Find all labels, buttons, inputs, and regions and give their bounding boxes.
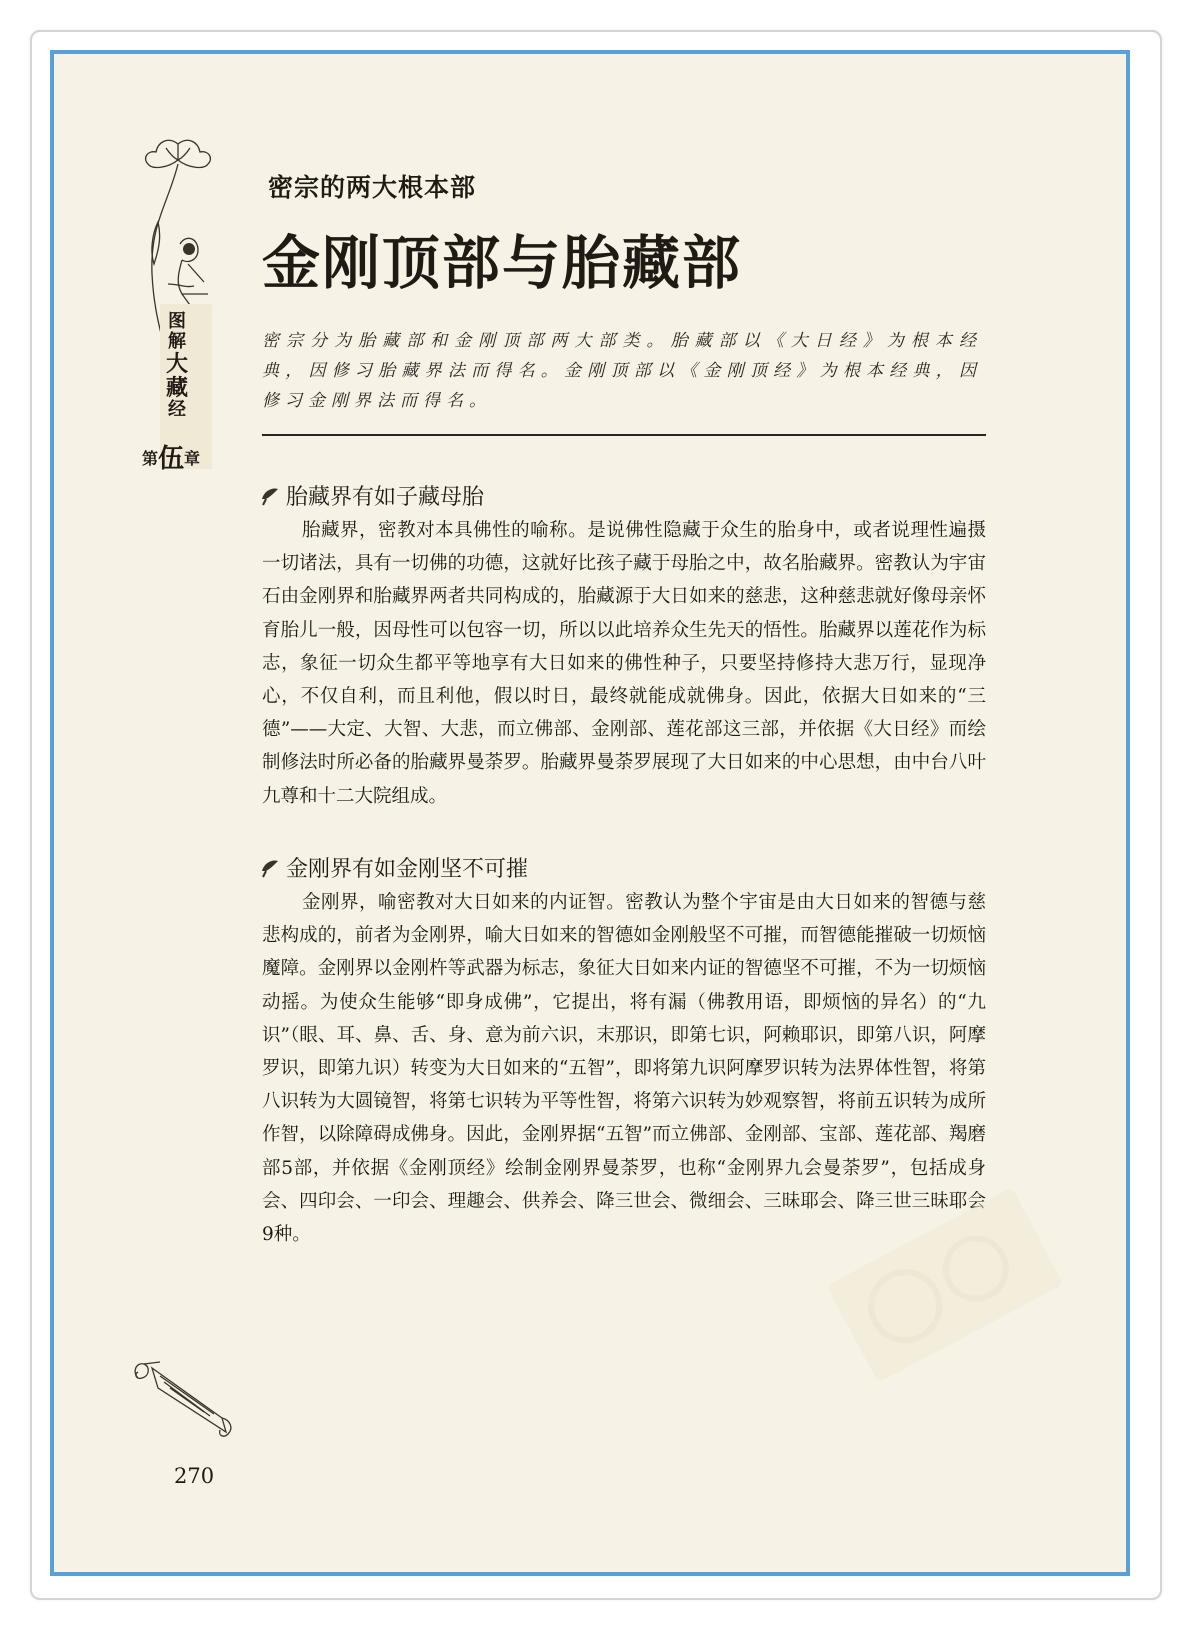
book-char: 藏 [165,375,188,401]
chapter-suffix: 章 [184,449,201,468]
page-number: 270 [174,1464,215,1488]
section-heading [258,480,484,511]
section-brush-icon [258,485,280,507]
chapter-label [142,438,200,475]
page-subtitle: 密宗的两大根本部 [268,173,477,202]
book-char: 经 [168,399,186,420]
section-heading-text: 胎藏界有如子藏母胎 [286,485,485,510]
section-body: 金刚界，喻密教对大日如来的内证智。密教认为整个宇宙是由大日如来的智德与慈悲构成的，前者为金刚界，喻大日如来的智德如金刚般坚不可摧，而智德能摧破一切烦恼魔障。金刚界以金刚杵等武器为标志，象征大日如来内证的智德坚不可摧，不为一切烦恼动摇。为使众生能够“即身成佛”，它提出，将有漏（佛教用语，即烦恼的异名）的“九识”（眼、耳、鼻、舌、身、意为前六识，末那识，即第七识，阿赖耶识，即第八识，阿摩罗识，即第九识）转变为大日如来的“五智”，即将第九识阿摩罗识转为法界体性智，将第八识转为大圆镜智，将第七识转为平等性智，将第六识转为妙观察智，将前五识转为成所作智，以除障碍成佛身。因此，金刚界据“五智”而立佛部、金刚部、宝部、莲花部、羯磨部5部，并依据《金刚顶经》绘制金刚界曼荼罗，也称“金刚界九会曼荼罗”，包括成身会、四印会、一印会、理趣会、供养会、降三世会、微细会、三昧耶会、降三世三昧耶会9种。 [262,892,986,1246]
watermark-stamp [820,1190,1070,1380]
intro-paragraph: 密宗分为胎藏部和金刚顶部两大部类。胎藏部以《大日经》为根本经典，因修习胎藏界法而得名。金刚顶部以《金刚顶经》为根本经典，因修习金刚界法而得名。 [262,331,982,411]
chapter-prefix: 第 [142,449,159,468]
page-title: 金刚顶部与胎藏部 [262,229,743,297]
scroll-illustration-icon [130,1358,240,1442]
book-char: 大 [165,351,188,377]
divider [262,434,986,436]
section-brush-icon [258,857,280,879]
section-heading-text: 金刚界有如金刚坚不可摧 [286,857,529,882]
book-char: 图 [168,311,186,332]
section-heading [258,852,528,883]
section-body: 胎藏界，密教对本具佛性的喻称。是说佛性隐藏于众生的胎身中，或者说理性遍摄一切诸法，具有一切佛的功德，这就好比孩子藏于母胎之中，故名胎藏界。密教认为宇宙石由金刚界和胎藏界两者共同构成的，胎藏源于大日如来的慈悲，这种慈悲就好像母亲怀育胎儿一般，因母性可以包容一切，所以以此培养众生先天的悟性。胎藏界以莲花作为标志，象征一切众生都平等地享有大日如来的佛性种子，只要坚持修持大悲万行，显现净心，不仅自利，而且利他，假以时日，最终就能成就佛身。因此，依据大日如来的“三德”——大定、大智、大悲，而立佛部、金刚部、莲花部这三部，并依据《大日经》而绘制修法时所必备的胎藏界曼荼罗。胎藏界曼荼罗展现了大日如来的中心思想，由中台八叶九尊和十二大院组成。 [262,520,986,807]
book-char: 解 [168,331,186,352]
chapter-number: 伍 [158,444,185,474]
book-title-vertical [162,312,192,420]
